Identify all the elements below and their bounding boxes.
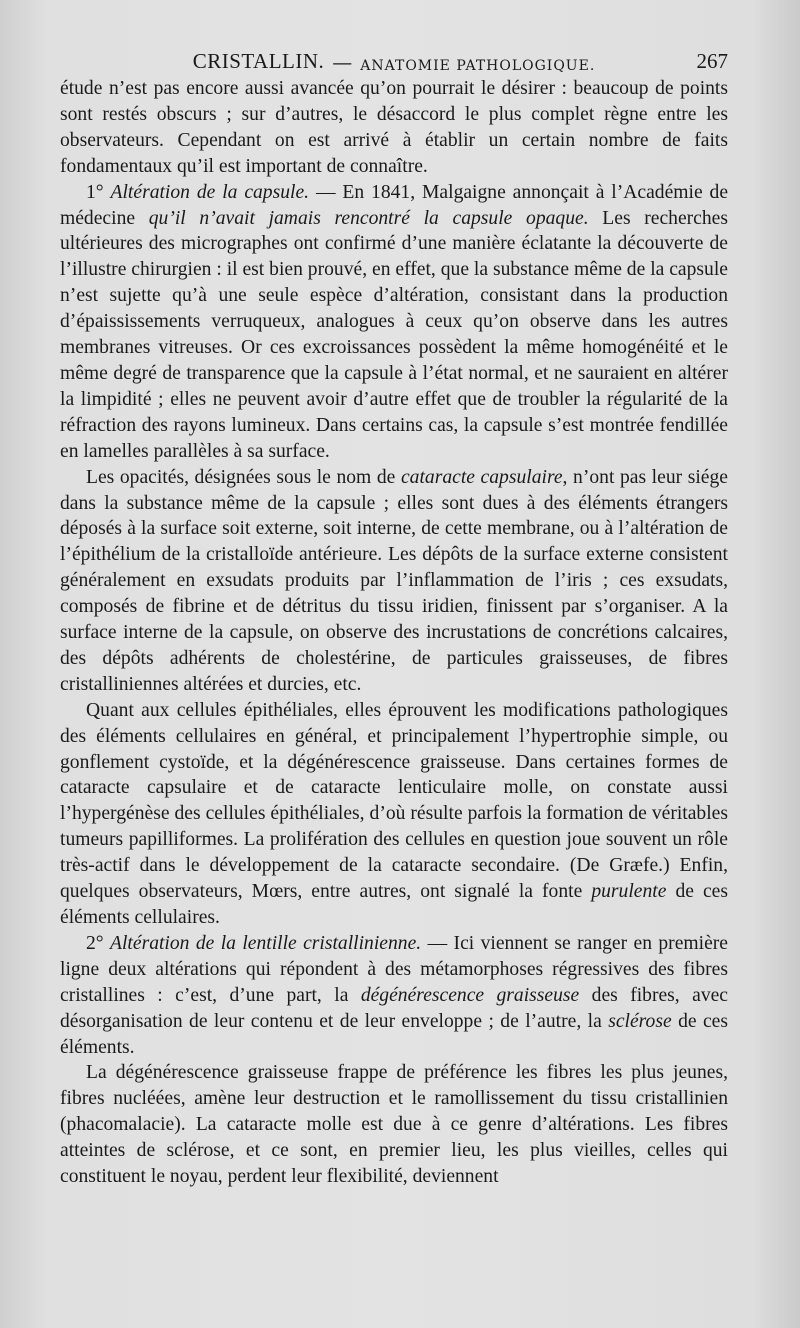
paragraph: [60, 465, 728, 698]
text-run: 2°: [86, 932, 111, 954]
text-run: des fibres, avec désorganisation de leur contenu et de leur enveloppe ; de l’autre, la: [60, 984, 729, 1032]
italic-text: cataracte capsulaire: [400, 466, 563, 488]
page-number: 267: [696, 49, 728, 73]
text-run: de ces éléments.: [60, 1010, 728, 1058]
text-run: 1°: [86, 181, 111, 203]
paragraph: [60, 180, 728, 465]
italic-text: qu’il n’avait jamais rencontré la capsule opaque.: [148, 207, 589, 229]
running-head: [60, 40, 728, 74]
paragraph: [60, 698, 728, 931]
running-title: CRISTALLIN.: [192, 49, 325, 73]
italic-text: Altération de la lentille cristallinienne.: [110, 932, 422, 954]
paragraph: [60, 76, 728, 180]
italic-text: dégénérescence graisseuse: [360, 984, 580, 1006]
italic-text: Altération de la capsule.: [110, 181, 310, 203]
text-run: étude n’est pas encore aussi avancée qu’on pourrait le désirer : beaucoup de points sont restés obscurs ; sur d’autres, le désaccord le plus complet règne entre les observateurs. Cependant on est arrivé à établir un certain nombre de faits fondamentaux qu’il est important de connaître.: [60, 78, 728, 177]
text-run: de ces éléments cellulaires.: [60, 881, 728, 928]
italic-text: sclérose: [608, 1010, 672, 1032]
text-run: Quant aux cellules épithéliales, elles éprouvent les modifications pathologiques des éléments cellulaires en général, et principalement l’hypertrophie simple, ou gonflement cystoïde, et la dégénérescence graisseuse. Dans certaines formes de cataracte capsulaire et de cataracte lenticulaire molle, on constate aussi l’hypergénèse des cellules épithéliales, d’où résulte parfois la formation de véritables tumeurs papilliformes. La prolifération des cellules en question joue souvent un rôle très-actif dans le développement de la cataracte secondaire. (De Græfe.) Enfin, quelques observateurs, Mœrs, entre autres, ont signalé la fonte: [60, 699, 728, 903]
text-run: Les opacités, désignées sous le nom de: [86, 466, 401, 488]
text-run: — Ici viennent se ranger en première ligne deux altérations qui répondent à des métamorphoses régressives des fibres cristallines : c’est, d’une part, la: [60, 932, 729, 1006]
text-run: , n’ont pas leur siége dans la substance même de la capsule ; elles sont dues à des éléments étrangers déposés à la surface soit externe, soit interne, de cette membrane, ou à l’altération de l’épithélium de la cristalloïde antérieure. Les dépôts de la surface externe consistent généralement en exsudats produits par l’inflammation de l’iris ; ces exsudats, composés de fibrine et de détritus du tissu iridien, finissent par s’organiser. A la surface interne de la capsule, on observe des incrustations de concrétions calcaires, des dépôts adhérents de cholestérine, de particules graisseuses, de fibres cristalliniennes altérées et durcies, etc.: [60, 466, 728, 695]
text-run: Les recherches ultérieures des micrographes ont confirmé d’une manière éclatante la découverte de l’illustre chirurgien : il est bien prouvé, en effet, que la substance même de la capsule n’est sujette qu’à une seule espèce d’altération, consistant dans la production d’épaississements verruqueux, analogues à ceux qu’on observe dans les autres membranes vitreuses. Or ces excroissances possèdent la même homogénéité et le même degré de transparence que la capsule à l’état normal, et ne sauraient en altérer la limpidité ; elles ne peuvent avoir d’autre effet que de troubler la régularité de la réfraction des rayons lumineux. Dans certains cas, la capsule s’est montrée fendillée en lamelles parallèles à sa surface.: [60, 207, 728, 462]
italic-text: purulente: [591, 881, 667, 903]
body-text: [60, 76, 728, 1190]
paragraph: [60, 931, 728, 1061]
text-run: — En 1841, Malgaigne annonçait à l’Académie de médecine: [60, 181, 729, 229]
running-section: ANATOMIE PATHOLOGIQUE.: [360, 58, 596, 74]
running-dash: —: [332, 50, 353, 74]
text-run: La dégénérescence graisseuse frappe de préférence les fibres les plus jeunes, fibres nucléées, amène leur destruction et le ramollissement du tissu cristallinien (phacomalacie). La cataracte molle est due à ce genre d’altérations. Les fibres atteintes de sclérose, et ce sont, en premier lieu, les plus vieilles, celles qui constituent le noyau, perdent leur flexibilité, deviennent: [60, 1062, 728, 1188]
paragraph: [60, 1060, 728, 1190]
